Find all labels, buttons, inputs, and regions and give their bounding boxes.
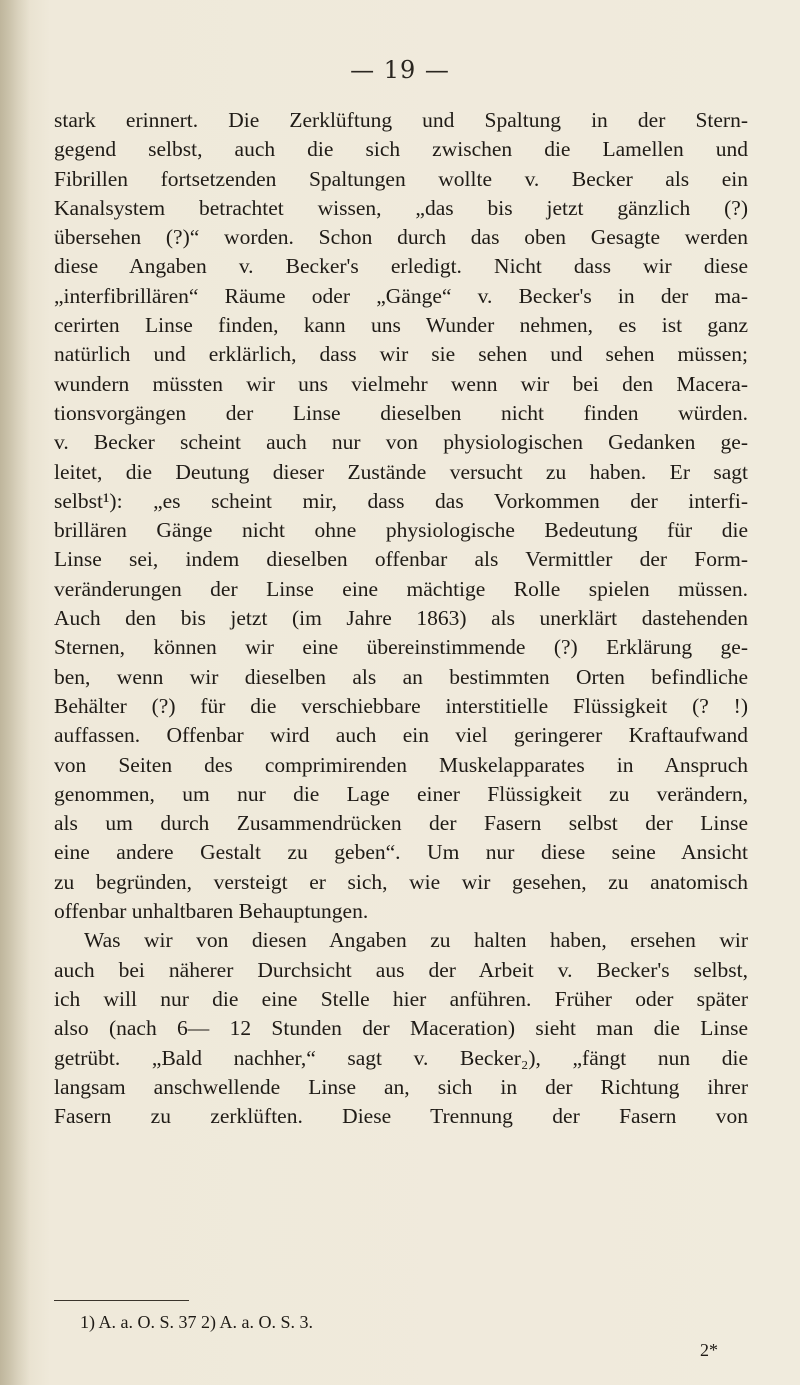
text-line: Was wir von diesen Angaben zu halten haben, ersehen wir (84, 928, 748, 953)
text-line: Kanalsystem betrachtet wissen, „das bis jetzt gänzlich (?) (54, 195, 748, 220)
text-line: Sternen, können wir eine übereinstimmende (?) Erklärung ge- (54, 635, 748, 660)
text-line: Fibrillen fortsetzenden Spaltungen wollte v. Becker als ein (54, 166, 748, 191)
page-number: — 19 — (350, 56, 450, 84)
text-line: als um durch Zusammendrücken der Fasern selbst der Linse (54, 811, 748, 836)
text-line: also (nach 6— 12 Stunden der Maceration) sieht man die Linse (54, 1016, 748, 1041)
text-line: wundern müssten wir uns vielmehr wenn wir bei den Macera- (54, 371, 748, 396)
text-line: offenbar unhaltbaren Behauptungen. (54, 899, 369, 924)
text-line: getrübt. „Bald nachher,“ sagt v. Becker₂), „fängt nun die (54, 1045, 748, 1070)
text-line: cerirten Linse finden, kann uns Wunder nehmen, es ist ganz (54, 313, 748, 338)
text-line: Auch den bis jetzt (im Jahre 1863) als unerklärt dastehenden (54, 606, 748, 631)
body-text (54, 106, 748, 1131)
text-line: v. Becker scheint auch nur von physiologischen Gedanken ge- (54, 430, 748, 455)
text-line: auffassen. Offenbar wird auch ein viel geringerer Kraftaufwand (54, 723, 748, 748)
text-line: eine andere Gestalt zu geben“. Um nur diese seine Ansicht (54, 840, 748, 865)
text-line: stark erinnert. Die Zerklüftung und Spaltung in der Stern- (54, 108, 748, 132)
text-line: auch bei näherer Durchsicht aus der Arbeit v. Becker's selbst, (54, 957, 748, 982)
text-line: genommen, um nur die Lage einer Flüssigkeit zu verändern, (54, 781, 748, 806)
text-line: selbst¹): „es scheint mir, dass das Vorkommen der interfi- (54, 488, 748, 513)
text-line: ben, wenn wir dieselben als an bestimmten Orten befindliche (54, 664, 748, 689)
text-line: Fasern zu zerklüften. Diese Trennung der Fasern von (54, 1104, 748, 1129)
sheet-signature: 2* (700, 1340, 718, 1360)
page-binding-shadow (0, 0, 30, 1385)
text-line: zu begründen, versteigt er sich, wie wir gesehen, zu anatomisch (54, 869, 748, 894)
text-line: tionsvorgängen der Linse dieselben nicht finden würden. (54, 400, 748, 425)
text-line: leitet, die Deutung dieser Zustände versucht zu haben. Er sagt (54, 459, 748, 484)
text-line: diese Angaben v. Becker's erledigt. Nicht dass wir diese (54, 254, 748, 279)
footnote-rule (54, 1300, 189, 1301)
text-line: Behälter (?) für die verschiebbare interstitielle Flüssigkeit (? !) (54, 693, 748, 718)
text-line: „interfibrillären“ Räume oder „Gänge“ v. Becker's in der ma- (54, 283, 748, 308)
text-line: natürlich und erklärlich, dass wir sie sehen und sehen müssen; (54, 342, 748, 367)
text-line: ich will nur die eine Stelle hier anführen. Früher oder später (54, 986, 748, 1011)
text-line: veränderungen der Linse eine mächtige Rolle spielen müssen. (54, 576, 748, 601)
text-line: von Seiten des comprimirenden Muskelapparates in Anspruch (54, 752, 748, 777)
text-line: langsam anschwellende Linse an, sich in der Richtung ihrer (54, 1074, 748, 1099)
text-line: übersehen (?)“ worden. Schon durch das oben Gesagte werden (54, 225, 748, 250)
footnotes: 1) A. a. O. S. 37 2) A. a. O. S. 3. (80, 1312, 313, 1332)
text-line: Linse sei, indem dieselben offenbar als Vermittler der Form- (54, 547, 748, 572)
text-line: gegend selbst, auch die sich zwischen die Lamellen und (54, 137, 748, 162)
text-line: brillären Gänge nicht ohne physiologische Bedeutung für die (54, 518, 748, 543)
